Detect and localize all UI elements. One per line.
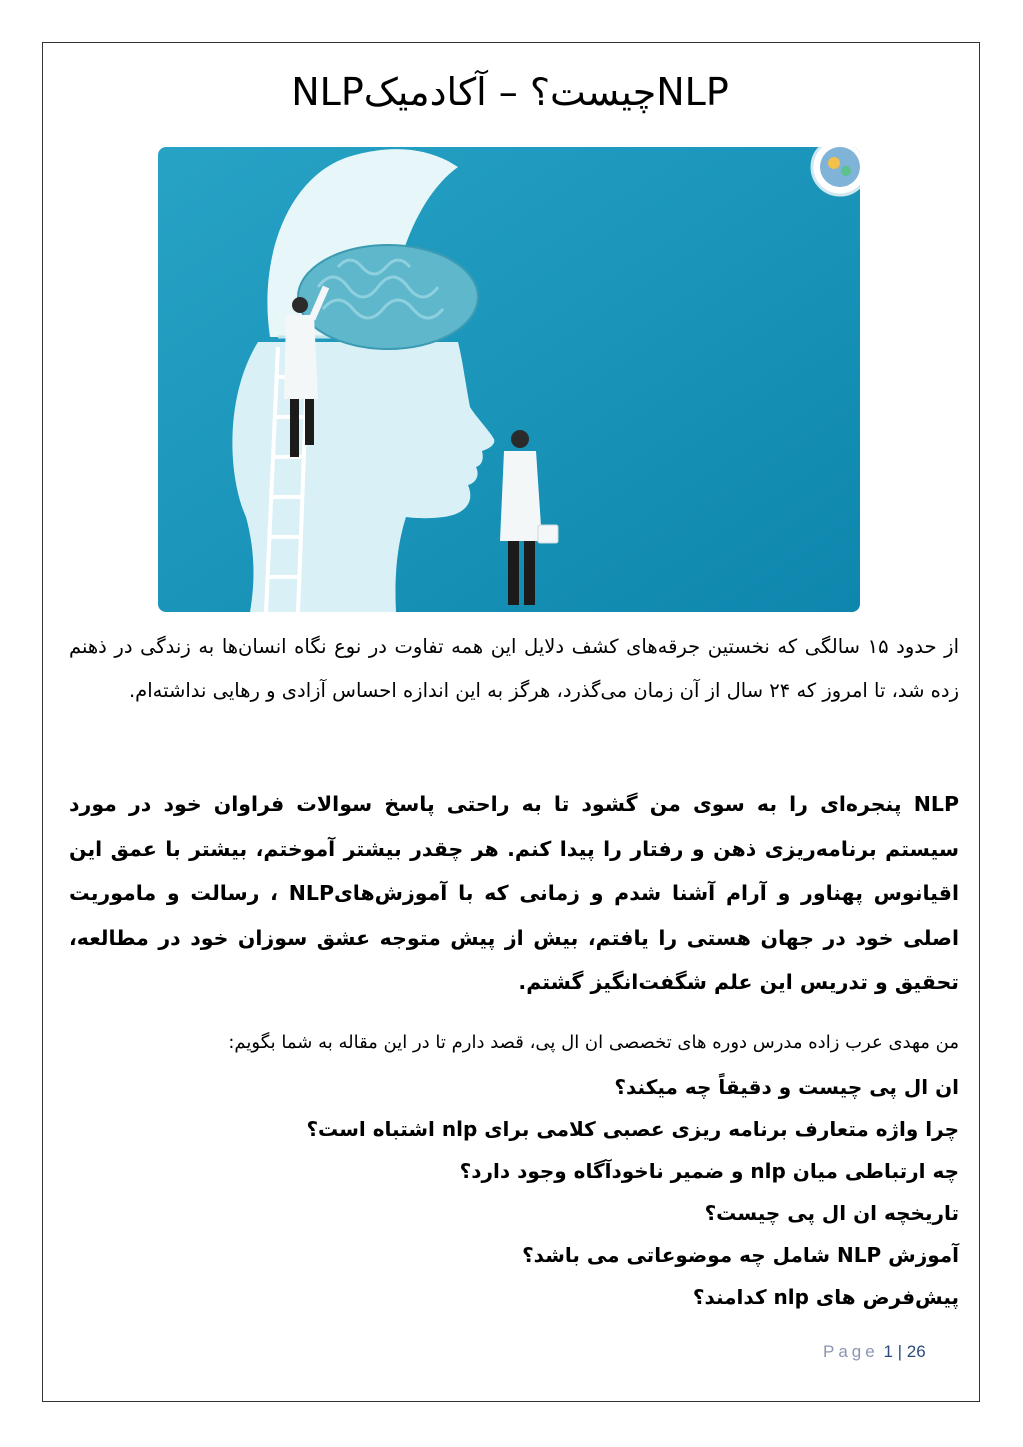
hero-illustration: [158, 147, 860, 612]
list-item: چرا واژه متعارف برنامه ریزی عصبی کلامی برای nlp اشتباه است؟: [306, 1117, 959, 1141]
page-number: 1: [883, 1342, 893, 1361]
page-title: NLPچیست؟ – آکادمیکNLP: [291, 70, 729, 114]
list-item: ان ال پی چیست و دقیقاً چه میکند؟: [614, 1075, 959, 1099]
page-label: Page: [823, 1342, 879, 1361]
paragraph-intro-experience: از حدود ۱۵ سالگی که نخستین جرقه‌های کشف دلایل این همه تفاوت در نوع نگاه انسان‌ها به زندگی در ذهنم زده شد، تا امروز که ۲۴ سال از آن زمان می‌گذرد، هرگز به این اندازه احساس آزادی و رهایی نداشته‌ام.: [69, 635, 959, 702]
question-list: [69, 1066, 959, 1318]
page-separator: |: [897, 1342, 903, 1361]
logo-emblem: [812, 147, 860, 195]
list-item: آموزش NLP شامل چه موضوعاتی می باشد؟: [522, 1243, 959, 1267]
list-item: پیش‌فرض های nlp کدامند؟: [692, 1285, 959, 1309]
article-intro: من مهدی عرب زاده مدرس دوره های تخصصی ان ال پی، قصد دارم تا در این مقاله به شما بگویم:: [228, 1032, 959, 1053]
page-footer: [823, 1342, 926, 1362]
total-pages: 26: [906, 1342, 926, 1361]
list-item: تاریخچه ان ال پی چیست؟: [704, 1201, 959, 1225]
paragraph-nlp-journey: NLP پنجره‌ای را به سوی من گشود تا به راحتی پاسخ سوالات فراوان خود در مورد سیستم برنامه‌ریزی ذهن و رفتار را پیدا کنم. هر چقدر بیشتر آموختم، بیشتر با عمق این اقیانوس پهناور و آرام آشنا شدم و زمانی که با آموزش‌هایNLP ، رسالت و ماموریت اصلی خود در جهان هستی را یافتم، بیش از پیش متوجه عشق سوزان خود در مطالعه، تحقیق و تدریس این علم شگفت‌انگیز گشتم.: [69, 792, 959, 994]
list-item: چه ارتباطی میان nlp و ضمیر ناخودآگاه وجود دارد؟: [459, 1159, 959, 1183]
